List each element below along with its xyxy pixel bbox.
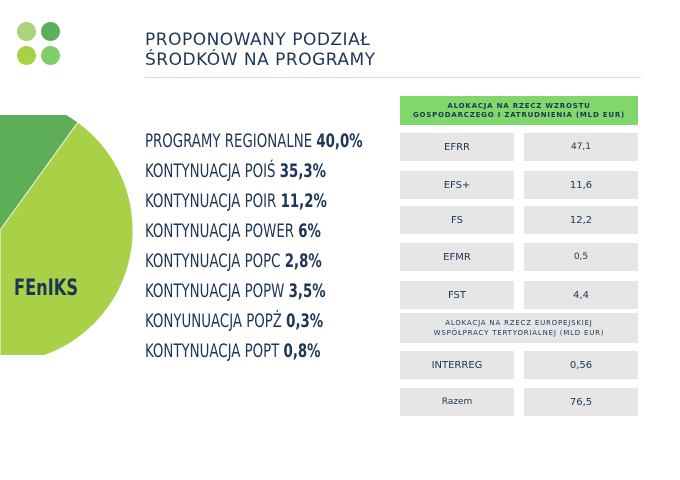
title-divider: [145, 77, 641, 78]
total-value: 76,5: [524, 388, 638, 416]
legend-item: [145, 276, 363, 306]
logo: [17, 22, 63, 68]
legend-item-label: KONYUNUACJA POPŻ: [145, 310, 282, 332]
pie-legend: [145, 126, 363, 366]
legend-item-percent: 3,5%: [288, 280, 326, 302]
growth-allocation-header-line-1: ALOKACJA NA RZECZ WZROSTU: [447, 101, 591, 110]
legend-item: [145, 246, 363, 276]
logo-dot: [41, 22, 60, 41]
legend-item: [145, 216, 363, 246]
page-title: [145, 30, 376, 70]
growth-allocation-header: [400, 96, 638, 125]
logo-dot: [17, 46, 36, 65]
legend-item-percent: 6%: [298, 220, 321, 242]
legend-item-label: PROGRAMY REGIONALNE: [145, 130, 313, 152]
fund-value-fst: 4,4: [524, 281, 638, 309]
pie-center-label: FEnIKS: [14, 274, 79, 301]
legend-item-label: KONTYNUACJA POIR: [145, 190, 277, 212]
page-title-line-2: ŚRODKÓW NA PROGRAMY: [145, 50, 376, 70]
growth-allocation-header-line-2: GOSPODARCZEGO I ZATRUDNIENIA (MLD EUR): [412, 110, 626, 119]
legend-item-label: KONTYNUACJA POPT: [145, 340, 280, 362]
legend-item-percent: 0,8%: [283, 340, 321, 362]
cooperation-allocation-header-line-2: WSPÓŁPRACY TERTYORIALNEJ (MLD EUR): [433, 329, 605, 337]
fund-label-fs: FS: [400, 206, 514, 234]
legend-item-percent: 40,0%: [316, 130, 363, 152]
legend-item: [145, 156, 363, 186]
logo-dot: [17, 22, 36, 41]
fund-value-interreg: 0,56: [524, 351, 638, 379]
fund-value-efrr: 47,1: [524, 133, 638, 161]
fund-label-fst: FST: [400, 281, 514, 309]
legend-item-label: KONTYNUACJA POIŚ: [145, 160, 276, 182]
fund-value-efmr: 0,5: [524, 243, 638, 271]
fund-value-fs: 12,2: [524, 206, 638, 234]
legend-item-percent: 0,3%: [286, 310, 324, 332]
legend-item-label: KONTYNUACJA POWER: [145, 220, 295, 242]
legend-item-label: KONTYNUACJA POPW: [145, 280, 285, 302]
legend-item: [145, 186, 363, 216]
legend-item-percent: 2,8%: [284, 250, 322, 272]
legend-item-percent: 11,2%: [280, 190, 327, 212]
legend-item: [145, 126, 363, 156]
fund-label-efrr: EFRR: [400, 133, 514, 161]
total-label: Razem: [400, 388, 514, 416]
fund-label-efs: EFS+: [400, 171, 514, 199]
fund-label-efmr: EFMR: [400, 243, 514, 271]
cooperation-allocation-header: [400, 313, 638, 343]
legend-item: [145, 336, 363, 366]
pie-chart: [0, 115, 140, 355]
cooperation-allocation-header-line-1: ALOKACJA NA RZECZ EUROPEJSKIEJ: [445, 319, 593, 327]
legend-item: [145, 306, 363, 336]
fund-value-efs: 11,6: [524, 171, 638, 199]
fund-label-interreg: INTERREG: [400, 351, 514, 379]
logo-dot: [41, 46, 60, 65]
legend-item-label: KONTYNUACJA POPC: [145, 250, 281, 272]
legend-item-percent: 35,3%: [279, 160, 327, 182]
page-title-line-1: PROPONOWANY PODZIAŁ: [145, 30, 371, 50]
